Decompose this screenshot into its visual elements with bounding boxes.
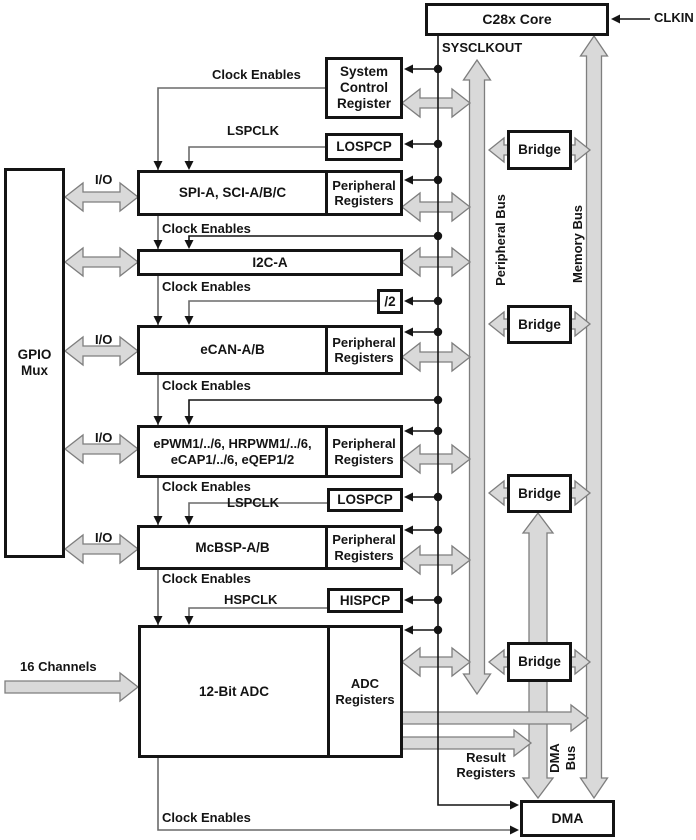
junction-dot bbox=[434, 297, 442, 305]
sysclkout-scr-arrowhead bbox=[404, 65, 413, 74]
clkin-arrowhead bbox=[611, 15, 620, 24]
epwm-label-line1: ePWM1/../6, HRPWM1/../6, bbox=[153, 436, 312, 452]
adc-box bbox=[138, 625, 403, 758]
sysclkout-i2c-arrowhead bbox=[185, 240, 194, 249]
bridge-box-3 bbox=[507, 474, 572, 513]
hispcp-label: HISPCP bbox=[339, 592, 391, 608]
adc-registers-label: ADC Registers bbox=[335, 676, 395, 707]
clock-enables-spi-arrowhead bbox=[154, 161, 163, 170]
dma-label: DMA bbox=[551, 810, 584, 827]
clock-enables-epwm-arrowhead bbox=[154, 416, 163, 425]
clock-enables-label-7: Clock Enables bbox=[162, 810, 251, 825]
junction-dot bbox=[434, 626, 442, 634]
bridge-label-2: Bridge bbox=[518, 316, 561, 332]
lospcp-label-2: LOSPCP bbox=[337, 492, 393, 508]
i2c-box bbox=[137, 249, 403, 276]
junction-dot bbox=[434, 232, 442, 240]
clkin-label: CLKIN bbox=[654, 10, 694, 25]
clock-enables-i2c-arrowhead bbox=[154, 240, 163, 249]
i2c-peripheral-bus-arrow bbox=[402, 248, 470, 276]
epwm-label-line2: eCAP1/../6, eQEP1/2 bbox=[170, 451, 295, 467]
ecan-label: eCAN-A/B bbox=[200, 342, 265, 358]
clock-enables-ecan-arrowhead bbox=[154, 316, 163, 325]
bridge-box-2 bbox=[507, 305, 572, 344]
c28x-core-box bbox=[425, 3, 609, 36]
sysclkout-epwm-arrowhead bbox=[185, 416, 194, 425]
epwm-peripheral-registers-label: Peripheral Registers bbox=[332, 436, 396, 467]
clock-enables-label-1: Clock Enables bbox=[212, 67, 301, 82]
sysclkout-dma-arrowhead bbox=[510, 801, 519, 810]
sysclkout-i2c-branch bbox=[189, 236, 438, 246]
result-registers-label: Result Registers bbox=[456, 750, 516, 780]
peripheral-bus-label: Peripheral Bus bbox=[493, 194, 508, 286]
io-label-2: I/O bbox=[95, 332, 113, 347]
clock-enables-label-5: Clock Enables bbox=[162, 479, 251, 494]
c28x-core-label: C28x Core bbox=[482, 11, 552, 28]
sysclkout-epwm-pr-arrowhead bbox=[404, 427, 413, 436]
sysclkout-epwm-branch bbox=[189, 400, 438, 422]
ecan-peripheral-bus-arrow bbox=[402, 343, 470, 371]
gpio-mux-box bbox=[4, 168, 65, 558]
spi-sci-box bbox=[137, 170, 403, 216]
lospcp-box-1 bbox=[325, 133, 403, 161]
lspclk1-line bbox=[189, 147, 325, 167]
adc-memory-bus-arrow bbox=[402, 705, 588, 731]
sysclkout-adc-reg-arrowhead bbox=[404, 626, 413, 635]
lspclk1-arrowhead bbox=[185, 161, 194, 170]
clock-enables-mcbsp-arrowhead bbox=[154, 516, 163, 525]
hspclk-label: HSPCLK bbox=[224, 592, 278, 607]
lspclk-label-2: LSPCLK bbox=[227, 495, 279, 510]
bridge-box-4 bbox=[507, 642, 572, 682]
sysclkout-lospcp1-arrowhead bbox=[404, 140, 413, 149]
dma-box bbox=[520, 800, 615, 837]
bridge-label-1: Bridge bbox=[518, 142, 561, 158]
lspclk-label-1: LSPCLK bbox=[227, 123, 279, 138]
dma-bus-label: DMA Bus bbox=[547, 743, 578, 773]
clock-enables-label-2: Clock Enables bbox=[162, 221, 251, 236]
scr-peripheral-bus-arrow bbox=[402, 89, 470, 117]
sysclkout-lospcp2-arrowhead bbox=[404, 493, 413, 502]
lspclk2-arrowhead bbox=[185, 516, 194, 525]
clock-enables-label-6: Clock Enables bbox=[162, 571, 251, 586]
junction-dot bbox=[434, 328, 442, 336]
div2-box bbox=[377, 289, 403, 314]
system-control-register-label: System Control Register bbox=[336, 64, 392, 111]
junction-dot bbox=[434, 176, 442, 184]
junction-dot bbox=[434, 596, 442, 604]
hspclk-arrowhead bbox=[185, 616, 194, 625]
sysclkout-ecan-pr-arrowhead bbox=[404, 328, 413, 337]
epwm-peripheral-bus-arrow bbox=[402, 445, 470, 473]
adc-label: 12-Bit ADC bbox=[198, 683, 269, 699]
mcbsp-peripheral-registers-label: Peripheral Registers bbox=[332, 532, 396, 563]
junction-dot bbox=[434, 526, 442, 534]
spi-peripheral-bus-arrow bbox=[402, 193, 470, 221]
lospcp-label: LOSPCP bbox=[336, 139, 392, 155]
clock-enables-adc-arrowhead bbox=[154, 616, 163, 625]
mcbsp-box bbox=[137, 525, 403, 570]
bridge-label-3: Bridge bbox=[518, 485, 561, 501]
mcbsp-peripheral-bus-arrow bbox=[402, 546, 470, 574]
div2-ecan-arrowhead bbox=[185, 316, 194, 325]
ecan-box bbox=[137, 325, 403, 375]
memory-bus-label: Memory Bus bbox=[570, 204, 585, 284]
lospcp-box-2 bbox=[327, 488, 403, 512]
io-label-4: I/O bbox=[95, 530, 113, 545]
sysclkout-div2-arrowhead bbox=[404, 297, 413, 306]
io-label-3: I/O bbox=[95, 430, 113, 445]
ecan-peripheral-registers-label: Peripheral Registers bbox=[332, 334, 396, 365]
epwm-box bbox=[137, 425, 403, 478]
sysclkout-mcbsp-pr-arrowhead bbox=[404, 526, 413, 535]
spi-peripheral-registers-label: Peripheral Registers bbox=[332, 177, 396, 208]
clock-enables-label-4: Clock Enables bbox=[162, 378, 251, 393]
junction-dot bbox=[434, 140, 442, 148]
channels-16-arrow bbox=[5, 673, 138, 701]
gpio-i2c-arrow bbox=[65, 248, 138, 276]
sysclkout-hispcp-arrowhead bbox=[404, 596, 413, 605]
i2c-label: I2C-A bbox=[252, 254, 288, 270]
junction-dot bbox=[434, 493, 442, 501]
div2-label: /2 bbox=[384, 293, 396, 309]
bridge-box-1 bbox=[507, 130, 572, 170]
system-control-register-box bbox=[325, 57, 403, 119]
hispcp-box bbox=[327, 588, 403, 613]
adc-peripheral-bus-arrow bbox=[402, 648, 470, 676]
clock-enables-label-3: Clock Enables bbox=[162, 279, 251, 294]
junction-dot bbox=[434, 427, 442, 435]
clock-enables-dma-arrowhead bbox=[510, 826, 519, 835]
junction-dot bbox=[434, 396, 442, 404]
mcbsp-label: McBSP-A/B bbox=[195, 539, 270, 555]
junction-dot bbox=[434, 65, 442, 73]
sysclkout-spi-pr-arrowhead bbox=[404, 176, 413, 185]
div2-out-line bbox=[189, 301, 377, 322]
peripheral-bus-arrow bbox=[464, 60, 491, 694]
spi-sci-label: SPI-A, SCI-A/B/C bbox=[178, 185, 287, 201]
hspclk-line bbox=[189, 608, 327, 622]
gpio-mux-label: GPIO Mux bbox=[17, 347, 52, 378]
sysclkout-label: SYSCLKOUT bbox=[442, 40, 523, 55]
io-label-1: I/O bbox=[95, 172, 113, 187]
channels-16-label: 16 Channels bbox=[20, 659, 97, 674]
bridge-label-4: Bridge bbox=[518, 654, 561, 670]
